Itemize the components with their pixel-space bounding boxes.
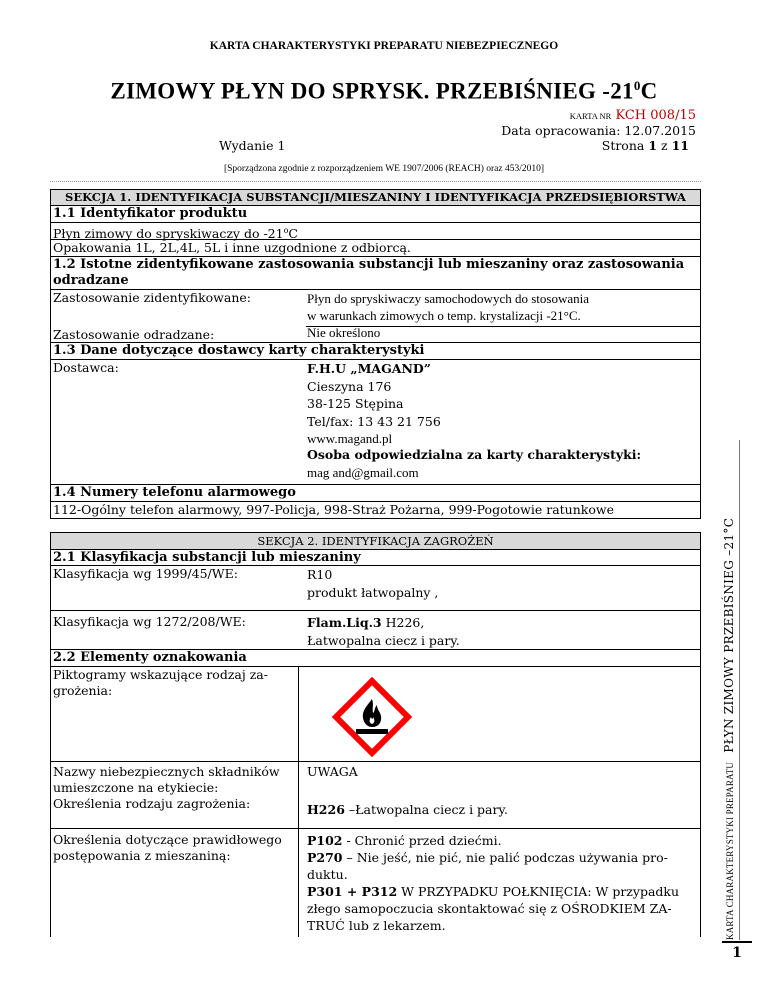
supplier-details bbox=[307, 360, 441, 448]
class-1999-value bbox=[307, 566, 438, 601]
supplier-phone: Tel/fax: 13 43 21 756 bbox=[307, 413, 441, 429]
s12-title-line1: 1.2 Istotne zidentyfikowane zastosowania substancji lub mieszaniny oraz zastosowania bbox=[53, 257, 685, 272]
class-1999-code: R10 bbox=[307, 567, 333, 582]
hazard-type-label: Określenia rodzaju zagrożenia: bbox=[53, 796, 251, 811]
p270-line bbox=[307, 849, 679, 866]
supplier-website[interactable]: www.magand.pl bbox=[307, 431, 393, 446]
p301-line3: TRUĆ lub z lekarzem. bbox=[307, 918, 446, 933]
hazardous-names-line1: Nazwy niebezpiecznych składników bbox=[53, 764, 280, 779]
precaution-label-line2: postępowania z mieszaniną: bbox=[53, 848, 231, 863]
s13-title: 1.3 Dane dotyczące dostawcy karty charakterystyki bbox=[50, 343, 701, 359]
header-divider bbox=[50, 181, 701, 182]
class-1272-category: Flam.Liq.3 bbox=[307, 615, 382, 630]
page-of: z bbox=[661, 138, 668, 153]
product-title-end: C bbox=[640, 78, 658, 104]
identified-use-label: Zastosowanie zidentyfikowane: bbox=[53, 290, 251, 305]
class-1999-text: produkt łatwopalny , bbox=[307, 584, 439, 600]
s11-title: 1.1 Identyfikator produktu bbox=[50, 206, 701, 222]
precaution-label bbox=[53, 832, 282, 864]
emergency-numbers-row: 112-Ogólny telefon alarmowy, 997-Policja, 998-Straż Pożarna, 999-Pogotowie ratunkowe bbox=[50, 502, 701, 518]
product-name-row bbox=[50, 223, 701, 242]
packaging-row: Opakowania 1L, 2L,4L, 5L i inne uzgodnione z odbiorcą. bbox=[50, 240, 701, 256]
side-divider-line bbox=[739, 440, 740, 940]
hazard-code: H226 bbox=[307, 802, 345, 817]
column-divider bbox=[298, 829, 299, 937]
p301-line bbox=[307, 883, 679, 900]
page-label: Strona bbox=[601, 138, 645, 153]
identified-use-line1: Płyn do spryskiwaczy samochodowych do stosowania bbox=[307, 291, 589, 306]
p102-code: P102 bbox=[307, 833, 343, 848]
hazard-text: –Łatwopalna ciecz i pary. bbox=[344, 802, 508, 817]
pictogram-label-line2: grożenia: bbox=[53, 683, 113, 698]
precaution-statements bbox=[307, 832, 679, 934]
s12-title bbox=[50, 257, 701, 289]
date-line: Data opracowania: 12.07.2015 bbox=[501, 123, 696, 138]
p102-text: - Chronić przed dziećmi. bbox=[342, 833, 502, 848]
p102-line bbox=[307, 832, 679, 849]
side-title-small: KARTA CHARAKTERYSTYKI PREPARATU bbox=[725, 761, 735, 940]
card-label: KARTA NR bbox=[569, 111, 612, 121]
s22-title: 2.2 Elementy oznakowania bbox=[50, 650, 701, 666]
column-divider bbox=[298, 762, 299, 794]
advised-against-value: Nie określono bbox=[307, 325, 381, 340]
precaution-row bbox=[50, 829, 701, 937]
class-1272-code: H226, bbox=[381, 615, 425, 630]
edition: Wydanie 1 bbox=[219, 138, 286, 153]
supplier-name: F.H.U „MAGAND” bbox=[307, 361, 431, 376]
precaution-label-line1: Określenia dotyczące prawidłowego bbox=[53, 832, 282, 847]
s21-title: 2.1 Klasyfikacja substancji lub mieszaniny bbox=[50, 550, 701, 565]
signal-word: UWAGA bbox=[307, 764, 358, 779]
supplier-city: 38-125 Stępina bbox=[307, 396, 404, 411]
page-indicator bbox=[602, 138, 689, 153]
advised-against-row bbox=[50, 325, 701, 342]
section1-bottom-border bbox=[50, 518, 701, 519]
class-1999-row bbox=[50, 566, 701, 610]
page-current: 1 bbox=[648, 138, 658, 153]
class-1272-label: Klasyfikacja wg 1272/208/WE: bbox=[53, 614, 246, 629]
section2-heading-row: SEKCJA 2. IDENTYFIKACJA ZAGROŻEŃ bbox=[50, 533, 701, 549]
pictogram-label bbox=[53, 667, 268, 699]
product-name: Płyn zimowy do spryskiwaczy do -21 bbox=[53, 226, 284, 242]
identified-use-value bbox=[307, 290, 589, 324]
supplier-street: Cieszyna 176 bbox=[307, 378, 392, 394]
product-name-end: C bbox=[288, 226, 298, 242]
regulation-note: [Sporządzona zgodnie z rozporządzeniem WE 1907/2006 (REACH) oraz 453/2010] bbox=[223, 164, 545, 174]
s14-title: 1.4 Numery telefonu alarmowego bbox=[50, 485, 701, 501]
p270-code: P270 bbox=[307, 850, 343, 865]
identified-use-row bbox=[50, 290, 701, 326]
responsible-email[interactable]: mag and@gmail.com bbox=[307, 465, 419, 480]
class-1272-code-line bbox=[307, 614, 460, 632]
class-1999-label: Klasyfikacja wg 1999/45/WE: bbox=[53, 566, 238, 581]
advised-against-label: Zastosowanie odradzane: bbox=[53, 327, 215, 342]
page-total: 11 bbox=[671, 138, 689, 153]
card-number: KCH 008/15 bbox=[615, 108, 696, 123]
s12-title-line2: odradzane bbox=[53, 273, 129, 288]
p301-line2: złego samopoczucia skontaktować się z OŚRODKIEM ZA- bbox=[307, 901, 672, 916]
document-header-title: KARTA CHARAKTERYSTYKI PREPARATU NIEBEZPIECZNEGO bbox=[209, 40, 559, 52]
product-title bbox=[0, 78, 768, 105]
identified-use-line2: w warunkach zimowych o temp. krystalizacji -21°C. bbox=[307, 308, 581, 323]
flame-pictogram-icon bbox=[332, 677, 412, 757]
class-1272-row bbox=[50, 611, 701, 649]
section1-heading-row: SEKCJA 1. IDENTYFIKACJA SUBSTANCJI/MIESZANINY I IDENTYFIKACJA PRZEDSIĘBIORSTWA bbox=[50, 190, 701, 205]
responsible-label: Osoba odpowiedzialna za karty charakterystyki: bbox=[307, 447, 642, 462]
product-name-sup: o bbox=[283, 226, 289, 235]
column-divider bbox=[298, 794, 299, 828]
pictogram-label-line1: Piktogramy wskazujące rodzaj za- bbox=[53, 667, 268, 682]
side-running-title bbox=[717, 420, 739, 940]
card-number-line bbox=[570, 108, 696, 123]
p270-text: – Nie jeść, nie pić, nie palić podczas używania pro- bbox=[342, 850, 668, 865]
product-title-text: ZIMOWY PŁYN DO SPRYSK. PRZEBIŚNIEG -21 bbox=[110, 78, 634, 104]
p270-line2: duktu. bbox=[307, 867, 348, 882]
pictogram-row bbox=[50, 667, 701, 761]
hazardous-names-line2: umieszczone na etykiecie: bbox=[53, 780, 219, 795]
hazard-type-row bbox=[50, 794, 701, 828]
class-1272-value bbox=[307, 614, 460, 649]
side-title-large: PŁYN ZIMOWY PRZEBIŚNIEG –21°C bbox=[722, 517, 736, 753]
product-title-sup: 0 bbox=[633, 78, 641, 93]
class-1272-text: Łatwopalna ciecz i pary. bbox=[307, 632, 460, 648]
hazard-statement bbox=[307, 802, 508, 817]
hazardous-names-label bbox=[53, 764, 280, 796]
supplier-row bbox=[50, 360, 701, 484]
page-number-box: 1 bbox=[722, 941, 752, 961]
supplier-label: Dostawca: bbox=[53, 360, 119, 375]
hazardous-names-row bbox=[50, 762, 701, 794]
column-divider bbox=[298, 667, 299, 761]
p301-text: W PRZYPADKU POŁKNIĘCIA: W przypadku bbox=[397, 884, 680, 899]
p301-code: P301 + P312 bbox=[307, 884, 398, 899]
